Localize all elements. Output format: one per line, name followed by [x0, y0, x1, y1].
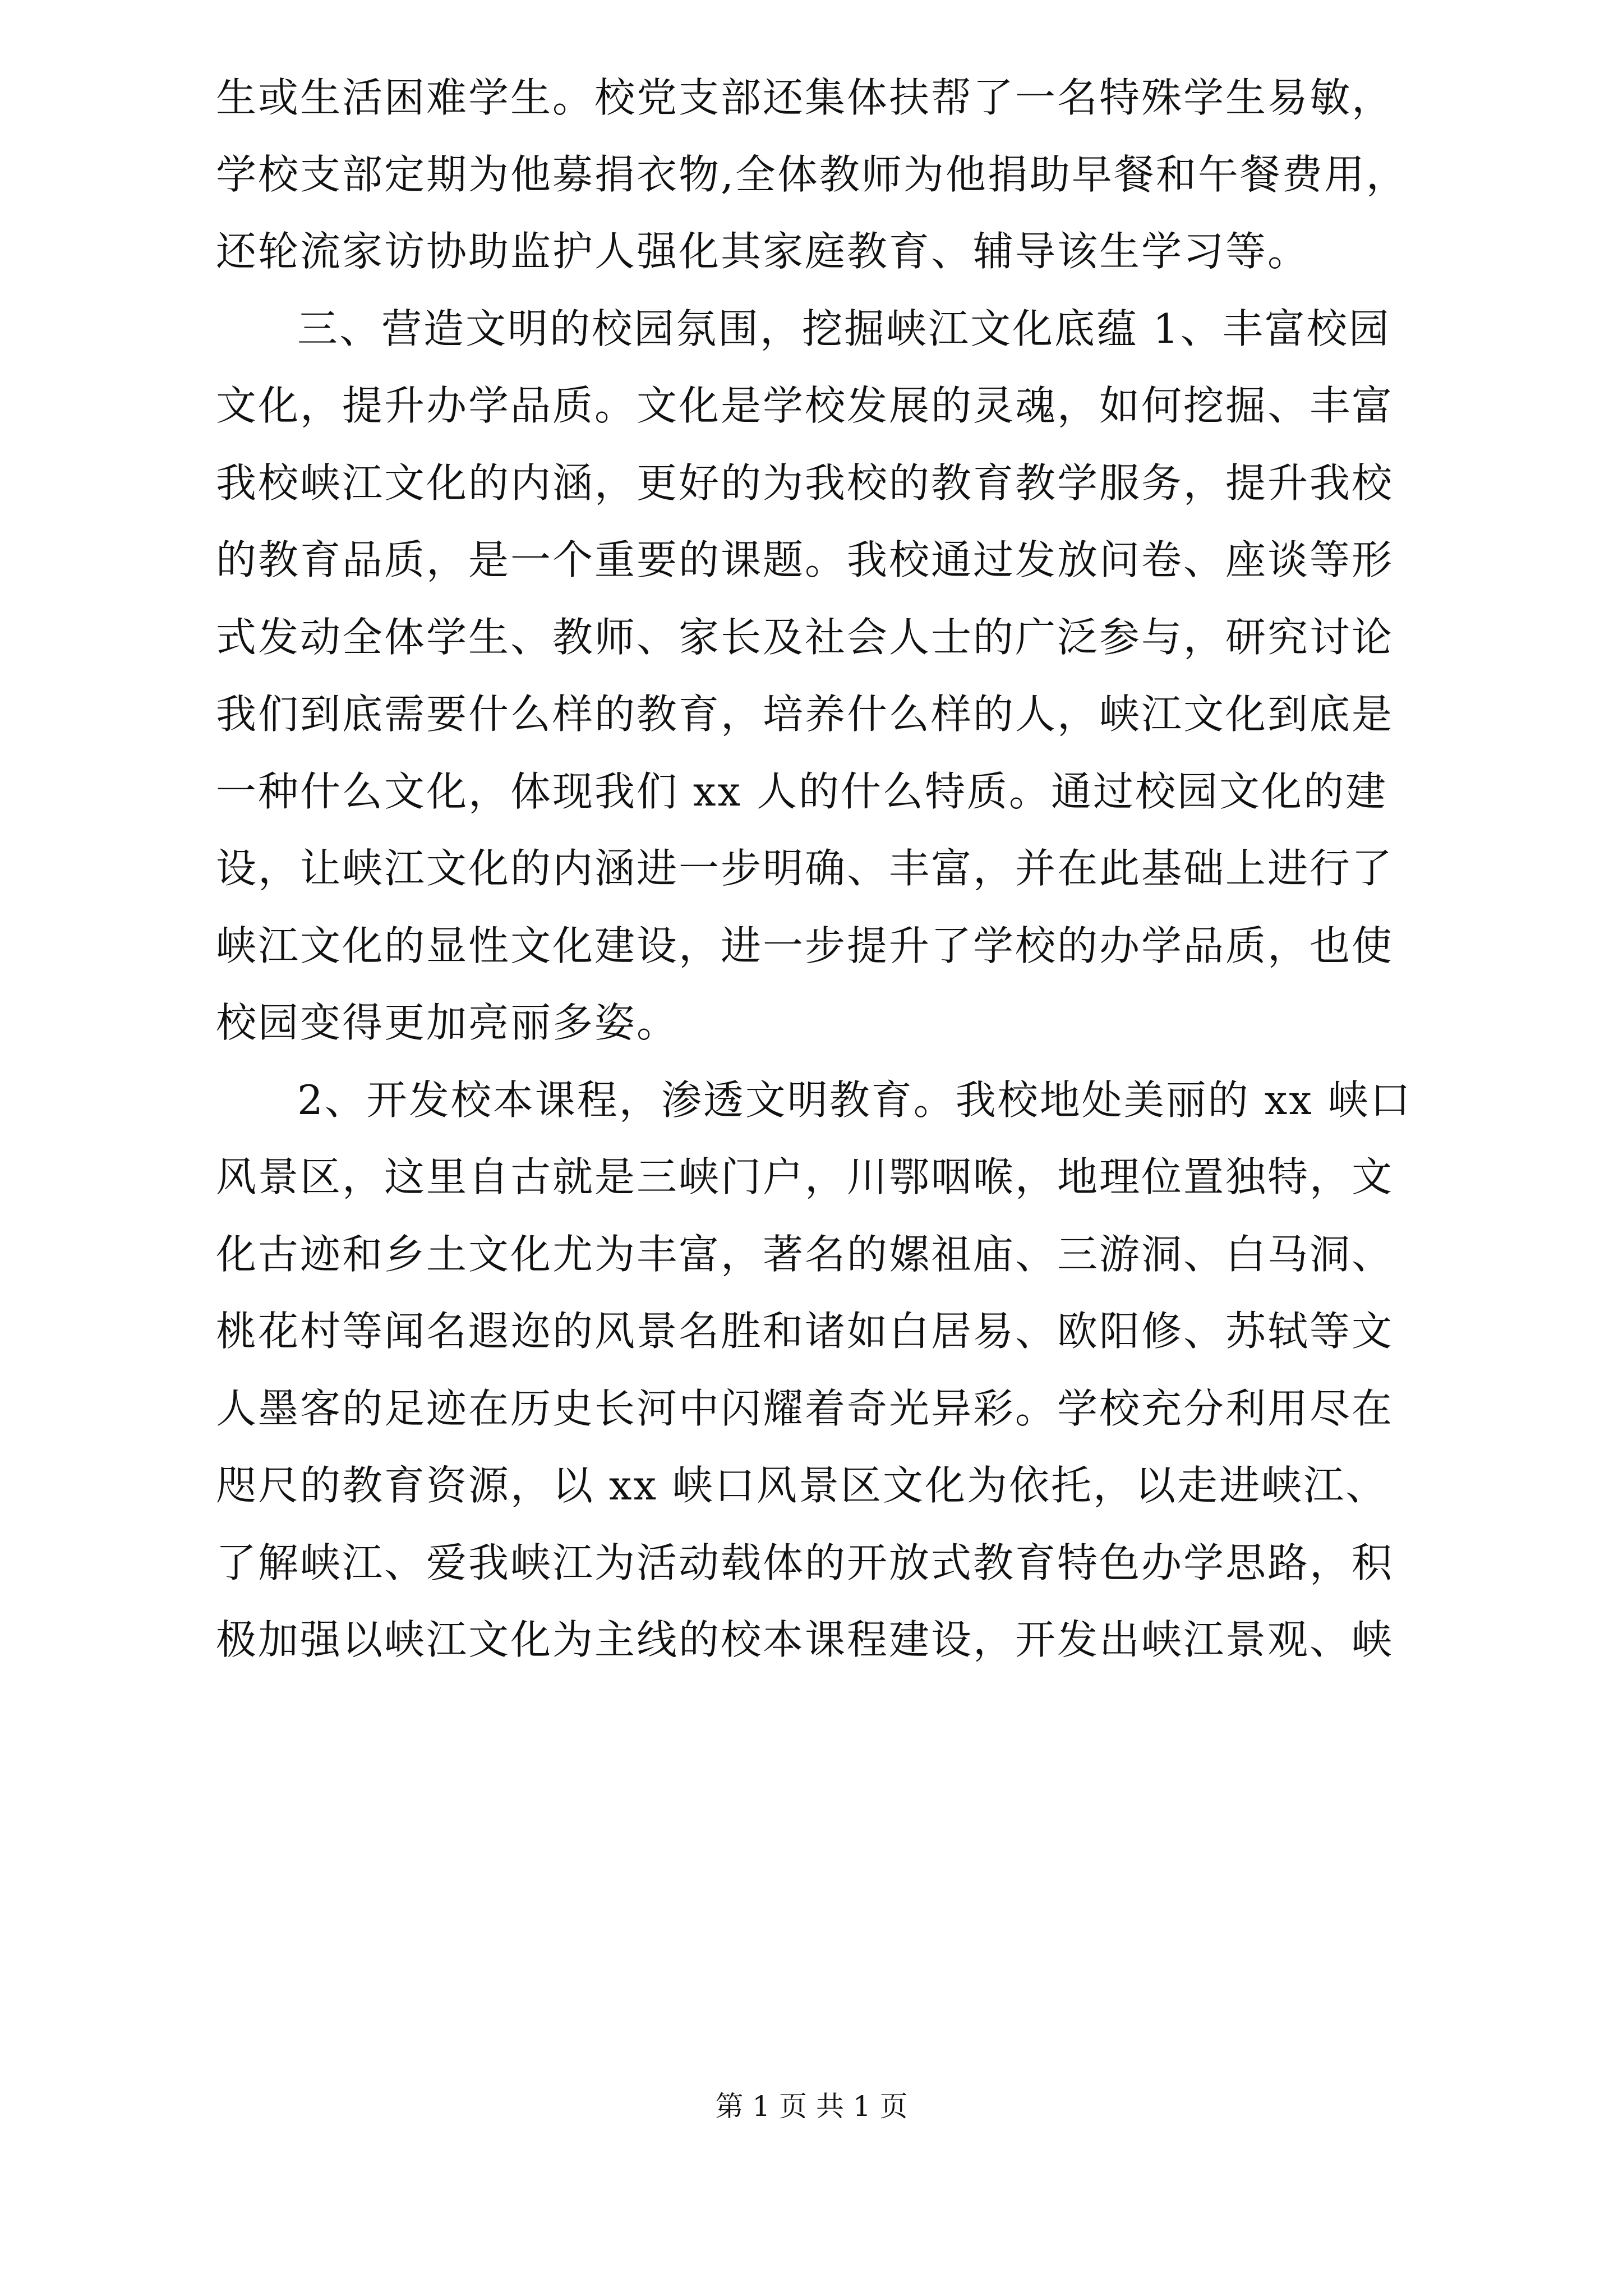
body-line-3: 还轮流家访协助监护人强化其家庭教育、辅导该生学习等。: [216, 228, 1310, 275]
body-line-9: 我们到底需要什么样的教育，培养什么样的人，峡江文化到底是: [216, 691, 1394, 738]
body-line-8: 式发动全体学生、教师、家长及社会人士的广泛参与，研究讨论: [216, 614, 1394, 661]
body-line-15: 风景区，这里自古就是三峡门户，川鄂咽喉，地理位置独特，文: [216, 1153, 1394, 1200]
body-line-14-paragraph-start: 2、开发校本课程，渗透文明教育。我校地处美丽的 xx 峡口: [297, 1076, 1412, 1124]
body-line-4-paragraph-start: 三、营造文明的校园氛围，挖掘峡江文化底蕴 1、丰富校园: [297, 305, 1391, 352]
body-line-5: 文化，提升办学品质。文化是学校发展的灵魂，如何挖掘、丰富: [216, 382, 1394, 429]
body-line-20: 了解峡江、爱我峡江为活动载体的开放式教育特色办学思路，积: [216, 1539, 1394, 1586]
body-line-19: 咫尺的教育资源，以 xx 峡口风景区文化为依托，以走进峡江、: [216, 1462, 1387, 1509]
body-line-11: 设，让峡江文化的内涵进一步明确、丰富，并在此基础上进行了: [216, 845, 1394, 892]
body-line-21: 极加强以峡江文化为主线的校本课程建设，开发出峡江景观、峡: [216, 1616, 1394, 1663]
body-line-18: 人墨客的足迹在历史长河中闪耀着奇光异彩。学校充分利用尽在: [216, 1385, 1394, 1432]
body-line-13: 校园变得更加亮丽多姿。: [216, 999, 679, 1046]
body-line-17: 桃花村等闻名遐迩的风景名胜和诸如白居易、欧阳修、苏轼等文: [216, 1308, 1394, 1355]
body-line-7: 的教育品质，是一个重要的课题。我校通过发放问卷、座谈等形: [216, 536, 1394, 583]
body-line-6: 我校峡江文化的内涵，更好的为我校的教育教学服务，提升我校: [216, 459, 1394, 507]
body-line-12: 峡江文化的显性文化建设，进一步提升了学校的办学品质，也使: [216, 922, 1394, 969]
body-line-1: 生或生活困难学生。校党支部还集体扶帮了一名特殊学生易敏，: [216, 74, 1394, 121]
body-line-16: 化古迹和乡土文化尤为丰富，著名的嫘祖庙、三游洞、白马洞、: [216, 1231, 1394, 1278]
page-footer: 第 1 页 共 1 页: [715, 2090, 908, 2123]
body-line-2: 学校支部定期为他募捐衣物,全体教师为他捐助早餐和午餐费用，: [216, 151, 1408, 198]
body-line-10: 一种什么文化，体现我们 xx 人的什么特质。通过校园文化的建: [216, 768, 1387, 815]
